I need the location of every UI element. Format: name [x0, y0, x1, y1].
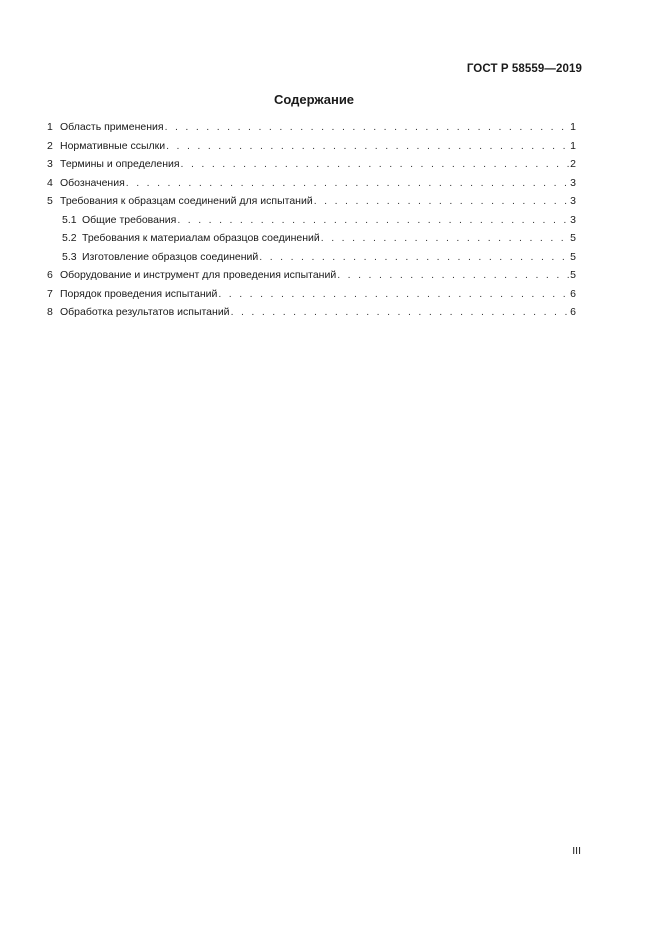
- toc-entry-page: 6: [570, 306, 576, 318]
- toc-leader-dots: [321, 232, 569, 245]
- toc-entry-number: 5.2: [62, 232, 77, 244]
- toc-leader-dots: [166, 140, 569, 153]
- toc-entry-page: 3: [570, 213, 576, 226]
- toc-entry-number: 7: [47, 287, 53, 300]
- toc-entry-title: Общие требования: [82, 213, 177, 226]
- toc-entry[interactable]: [47, 195, 576, 214]
- toc-entry-page: 5: [570, 250, 576, 263]
- toc-entry-number: 6: [47, 269, 53, 281]
- toc-entry-title: Область применения: [60, 121, 164, 133]
- toc-entry-title: Оборудование и инструмент для проведения испытаний: [60, 269, 337, 281]
- toc-entry[interactable]: [47, 306, 576, 325]
- toc-entry-number: 5.1: [62, 213, 77, 226]
- toc-leader-dots: [218, 288, 569, 301]
- toc-leader-dots: [165, 121, 570, 134]
- toc-leader-dots: [259, 251, 569, 264]
- document-code: ГОСТ Р 58559—2019: [466, 63, 582, 75]
- toc-entry-page: 5: [570, 269, 576, 281]
- table-of-contents: [47, 121, 576, 325]
- toc-entry[interactable]: [47, 158, 576, 177]
- toc-entry-page: 6: [570, 287, 576, 300]
- toc-entry-page: 3: [570, 195, 576, 207]
- toc-entry[interactable]: [47, 288, 576, 307]
- toc-entry[interactable]: [47, 121, 576, 140]
- toc-entry-number: 1: [47, 121, 53, 133]
- toc-entry-page: 1: [570, 121, 576, 133]
- toc-entry-title: Требования к материалам образцов соединений: [82, 232, 320, 244]
- toc-leader-dots: [314, 195, 569, 208]
- toc-entry-page: 3: [570, 176, 576, 189]
- toc-subentry[interactable]: [47, 251, 576, 270]
- toc-leader-dots: [337, 269, 569, 282]
- toc-leader-dots: [177, 214, 569, 227]
- toc-entry[interactable]: [47, 269, 576, 288]
- toc-entry-title: Термины и определения: [60, 158, 180, 170]
- toc-leader-dots: [126, 177, 569, 190]
- toc-entry-page: 5: [570, 232, 576, 244]
- toc-entry-number: 5: [47, 195, 53, 207]
- toc-entry-title: Нормативные ссылки: [60, 139, 166, 152]
- toc-entry[interactable]: [47, 177, 576, 196]
- toc-subentry[interactable]: [47, 214, 576, 233]
- toc-entry-title: Обозначения: [60, 176, 125, 189]
- toc-leader-dots: [231, 306, 570, 319]
- toc-entry-number: 5.3: [62, 250, 77, 263]
- toc-entry-title: Изготовление образцов соединений: [82, 250, 259, 263]
- toc-entry-title: Требования к образцам соединений для испытаний: [60, 195, 313, 207]
- toc-entry-page: 1: [570, 139, 576, 152]
- toc-entry[interactable]: [47, 140, 576, 159]
- toc-entry-title: Порядок проведения испытаний: [60, 287, 218, 300]
- toc-entry-number: 3: [47, 158, 53, 170]
- toc-entry-page: 2: [570, 158, 576, 170]
- page-number: III: [572, 845, 581, 857]
- toc-entry-title: Обработка результатов испытаний: [60, 306, 230, 318]
- toc-entry-number: 8: [47, 306, 53, 318]
- toc-entry-number: 2: [47, 139, 53, 152]
- toc-subentry[interactable]: [47, 232, 576, 251]
- toc-heading: Содержание: [273, 92, 355, 107]
- toc-entry-number: 4: [47, 176, 53, 189]
- toc-leader-dots: [181, 158, 570, 171]
